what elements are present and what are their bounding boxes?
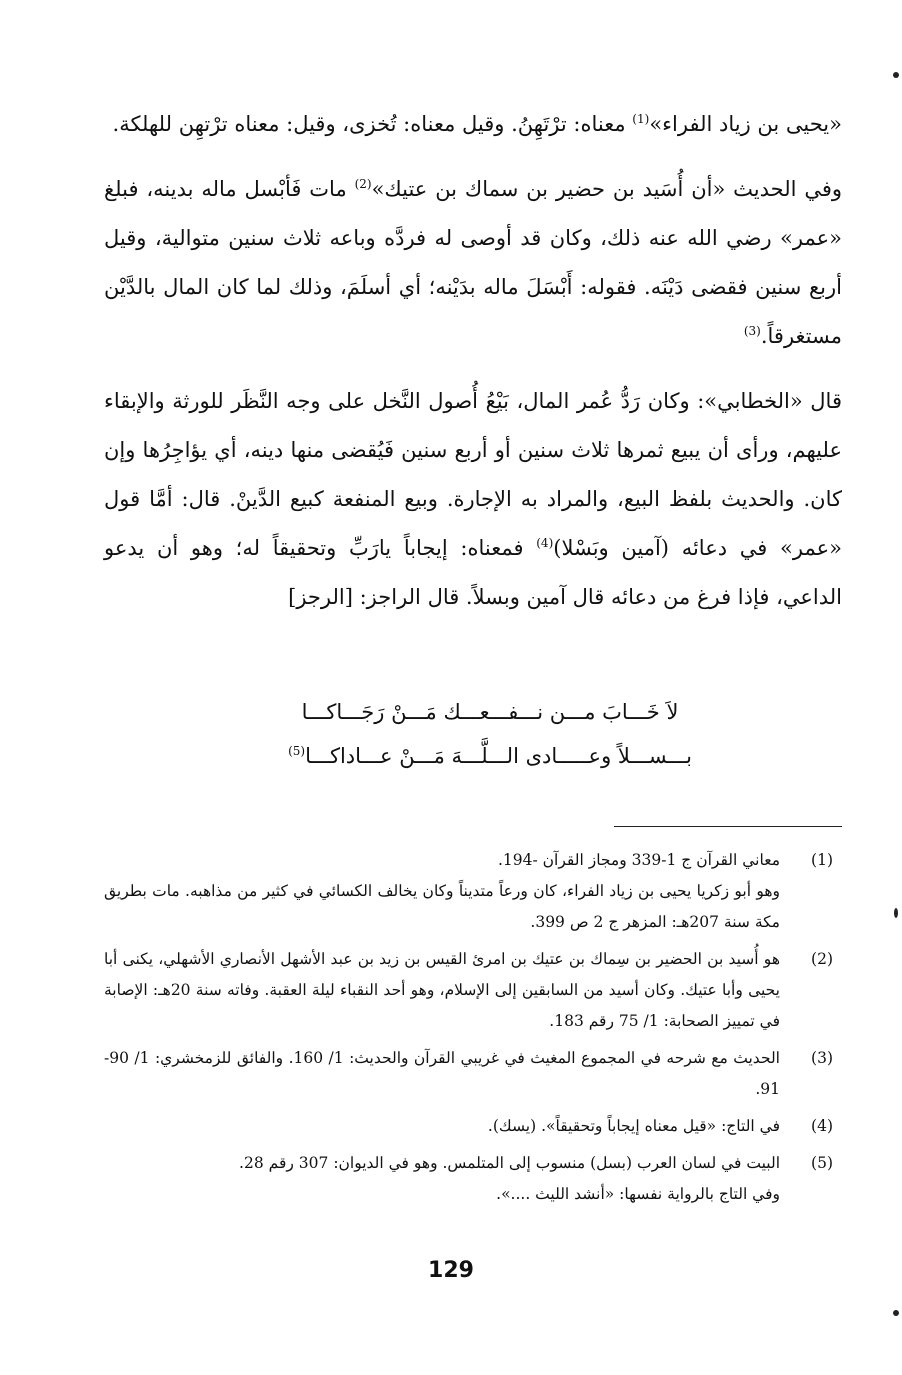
verse-line-2	[280, 734, 700, 778]
footnote-number: (4)	[811, 1117, 833, 1135]
footnote-ref: (4)	[536, 536, 554, 550]
poem-verse	[280, 690, 700, 778]
paragraph-text: فمعناه: إيجاباً يارَبِّ وتحقيقاً له؛ وهو أن يدعو الداعي، فإذا فرغ من دعائه قال آمين وبسلاً. قال الراجز: [الرجز]	[104, 536, 842, 609]
footnote-text: في التاج: «قيل معناه إيجاباً وتحقيقاً». (يسك).	[487, 1117, 780, 1135]
footnote-text: وفي التاج بالرواية نفسها: «أنشد الليث ....».	[496, 1185, 780, 1203]
footnote-number: (1)	[811, 851, 833, 869]
paragraph-1	[104, 100, 842, 149]
verse-line-1: لاَ خَـــابَ مـــن نـــفـــعـــك مَـــنْ رَجَـــاكـــا	[301, 700, 679, 724]
footnote-text: وهو أبو زكريا يحيى بن زياد الفراء، كان ورعاً متديناً وكان يخالف الكسائي في كثير من مذاهبه. مات بطريق مكة سنة 207هـ: المزهر ج 2 ص 399.	[104, 882, 780, 931]
paragraph-text: معناه: ترْتَهِنُ. وقيل معناه: تُخزى، وقيل: معناه ترْتهِن للهلكة.	[112, 112, 633, 136]
paragraph-text: «يحيى بن زياد الفراء»	[649, 112, 842, 136]
footnote-text: البيت في لسان العرب (بسل) منسوب إلى المتلمس. وهو في الديوان: 307 رقم 28.	[239, 1154, 780, 1172]
paragraph-text: قال «الخطابي»: وكان رَدُّ عُمر المال، بَيْعُ أُصول النَّخل على وجه النَّظَر للورثة والإبقاء عليهم، ورأى أن يبيع ثمرها ثلاث سنين أو أربع سنين فَيُقضى منها دينه، أي يؤاجِرُها وإن كان. والحديث بلفظ البيع، والمراد به الإجارة. وبيع المنفعة كبيع الدَّينْ. قال: أمَّا قول «عمر» في دعائه (آمين وبَسْلا)	[104, 389, 842, 560]
verse-text: بـــســـلاً وعـــــادى الـــلَّـــهَ مَـــنْ عـــاداكـــا	[305, 744, 692, 768]
footnote-ref: (2)	[354, 177, 372, 191]
footnote-text: معاني القرآن ج 1-339 ومجاز القرآن -194.	[497, 851, 780, 869]
footnotes	[104, 845, 842, 1216]
paragraph-3	[104, 377, 842, 622]
footnote-text: الحديث مع شرحه في المجموع المغيث في غريبي القرآن والحديث: 1/ 160. والفائق للزمخشري: 1/ 90-91.	[104, 1049, 780, 1098]
main-text	[104, 100, 842, 622]
scan-speck	[893, 72, 899, 78]
footnote-separator	[614, 826, 842, 827]
scan-speck	[894, 908, 898, 918]
footnote-item	[104, 845, 842, 938]
footnote-number: (2)	[811, 950, 833, 968]
footnote-item	[104, 944, 842, 1037]
footnote-text: هو أُسيد بن الحضير بن سِماك بن عتيك بن امرئ القيس بن زيد بن عبد الأشهل الأنصاري الأشهلي، يكنى أبا يحيى وأبا عتيك. وكان أسيد من السابقين إلى الإسلام، وهو أحد النقباء ليلة العقبة. وفاته سنة 20هـ: الإصابة في تمييز الصحابة: 1/ 75 رقم 183.	[104, 950, 780, 1030]
page-number: 129	[428, 1258, 474, 1283]
footnote-item	[104, 1111, 842, 1142]
footnote-number: (3)	[811, 1049, 833, 1067]
paragraph-text: مات فَأبْسل ماله بدينه، فبلغ «عمر» رضي الله عنه ذلك، وكان قد أوصى له فردَّه وباعه ثلاث سنين متوالية، وقيل أربع سنين فقضى دَيْنَه. فقوله: أَبْسَلَ ماله بدَيْنه؛ أي أسلَمَ، وذلك لما كان المال بالدَّيْن مستغرقاً.	[104, 177, 842, 348]
footnote-ref: (5)	[288, 744, 306, 758]
paragraph-text: وفي الحديث «أن أُسَيد بن حضير بن سماك بن عتيك»	[371, 177, 843, 201]
footnote-number: (5)	[811, 1154, 833, 1172]
scan-speck	[893, 1310, 899, 1316]
footnote-item	[104, 1043, 842, 1105]
paragraph-2	[104, 165, 842, 361]
footnote-ref: (3)	[743, 324, 761, 338]
footnote-item	[104, 1148, 842, 1210]
footnote-ref: (1)	[632, 112, 650, 126]
